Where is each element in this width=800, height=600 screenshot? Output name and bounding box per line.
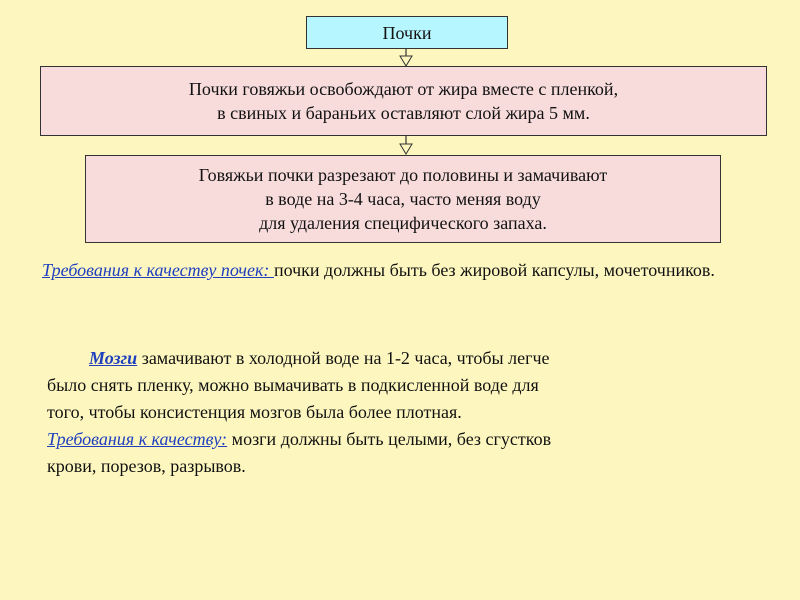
kidney-soak-text [199, 163, 607, 235]
brain-line-1: замачивают в холодной воде на 1-2 часа, чтобы легче [137, 348, 550, 368]
kidney-soak-line-1: Говяжьи почки разрезают до половины и замачивают [198, 165, 608, 185]
kidney-soak-line-3: для удаления специфического запаха. [259, 213, 547, 233]
brain-line-3: того, чтобы консистенция мозгов была более плотная. [47, 402, 462, 422]
brain-paragraph [47, 345, 747, 480]
title-text: Почки [382, 22, 432, 43]
brain-req-line-wrap [47, 426, 747, 453]
kidney-prep-line-2: в свиных и бараньих оставляют слой жира 5 мм. [217, 103, 590, 123]
title-box [306, 16, 508, 49]
brain-requirements-label[interactable]: Требования к качеству: [47, 429, 228, 449]
brain-req-line-2: крови, порезов, разрывов. [47, 456, 246, 476]
kidney-soak-line-2: в воде на 3-4 часа, часто меняя воду [265, 189, 541, 209]
brain-req-line-1: мозги должны быть целыми, без сгустков [227, 429, 552, 449]
brain-line-1-wrap [47, 345, 747, 372]
kidney-prep-box [40, 66, 767, 136]
kidney-prep-text [189, 77, 618, 125]
brain-line-2: было снять пленку, можно вымачивать в подкисленной воде для [47, 375, 539, 395]
kidney-requirements-text: почки должны быть без жировой капсулы, мочеточников. [273, 260, 715, 280]
kidney-soak-box [85, 155, 721, 243]
kidney-requirements-paragraph [42, 257, 750, 284]
brain-term[interactable]: Мозги [89, 348, 138, 368]
arrow-down-icon [398, 48, 414, 68]
kidney-requirements-label[interactable]: Требования к качеству почек: [42, 260, 274, 280]
kidney-prep-line-1: Почки говяжьи освобождают от жира вместе с пленкой, [188, 79, 619, 99]
arrow-down-icon [398, 136, 414, 156]
